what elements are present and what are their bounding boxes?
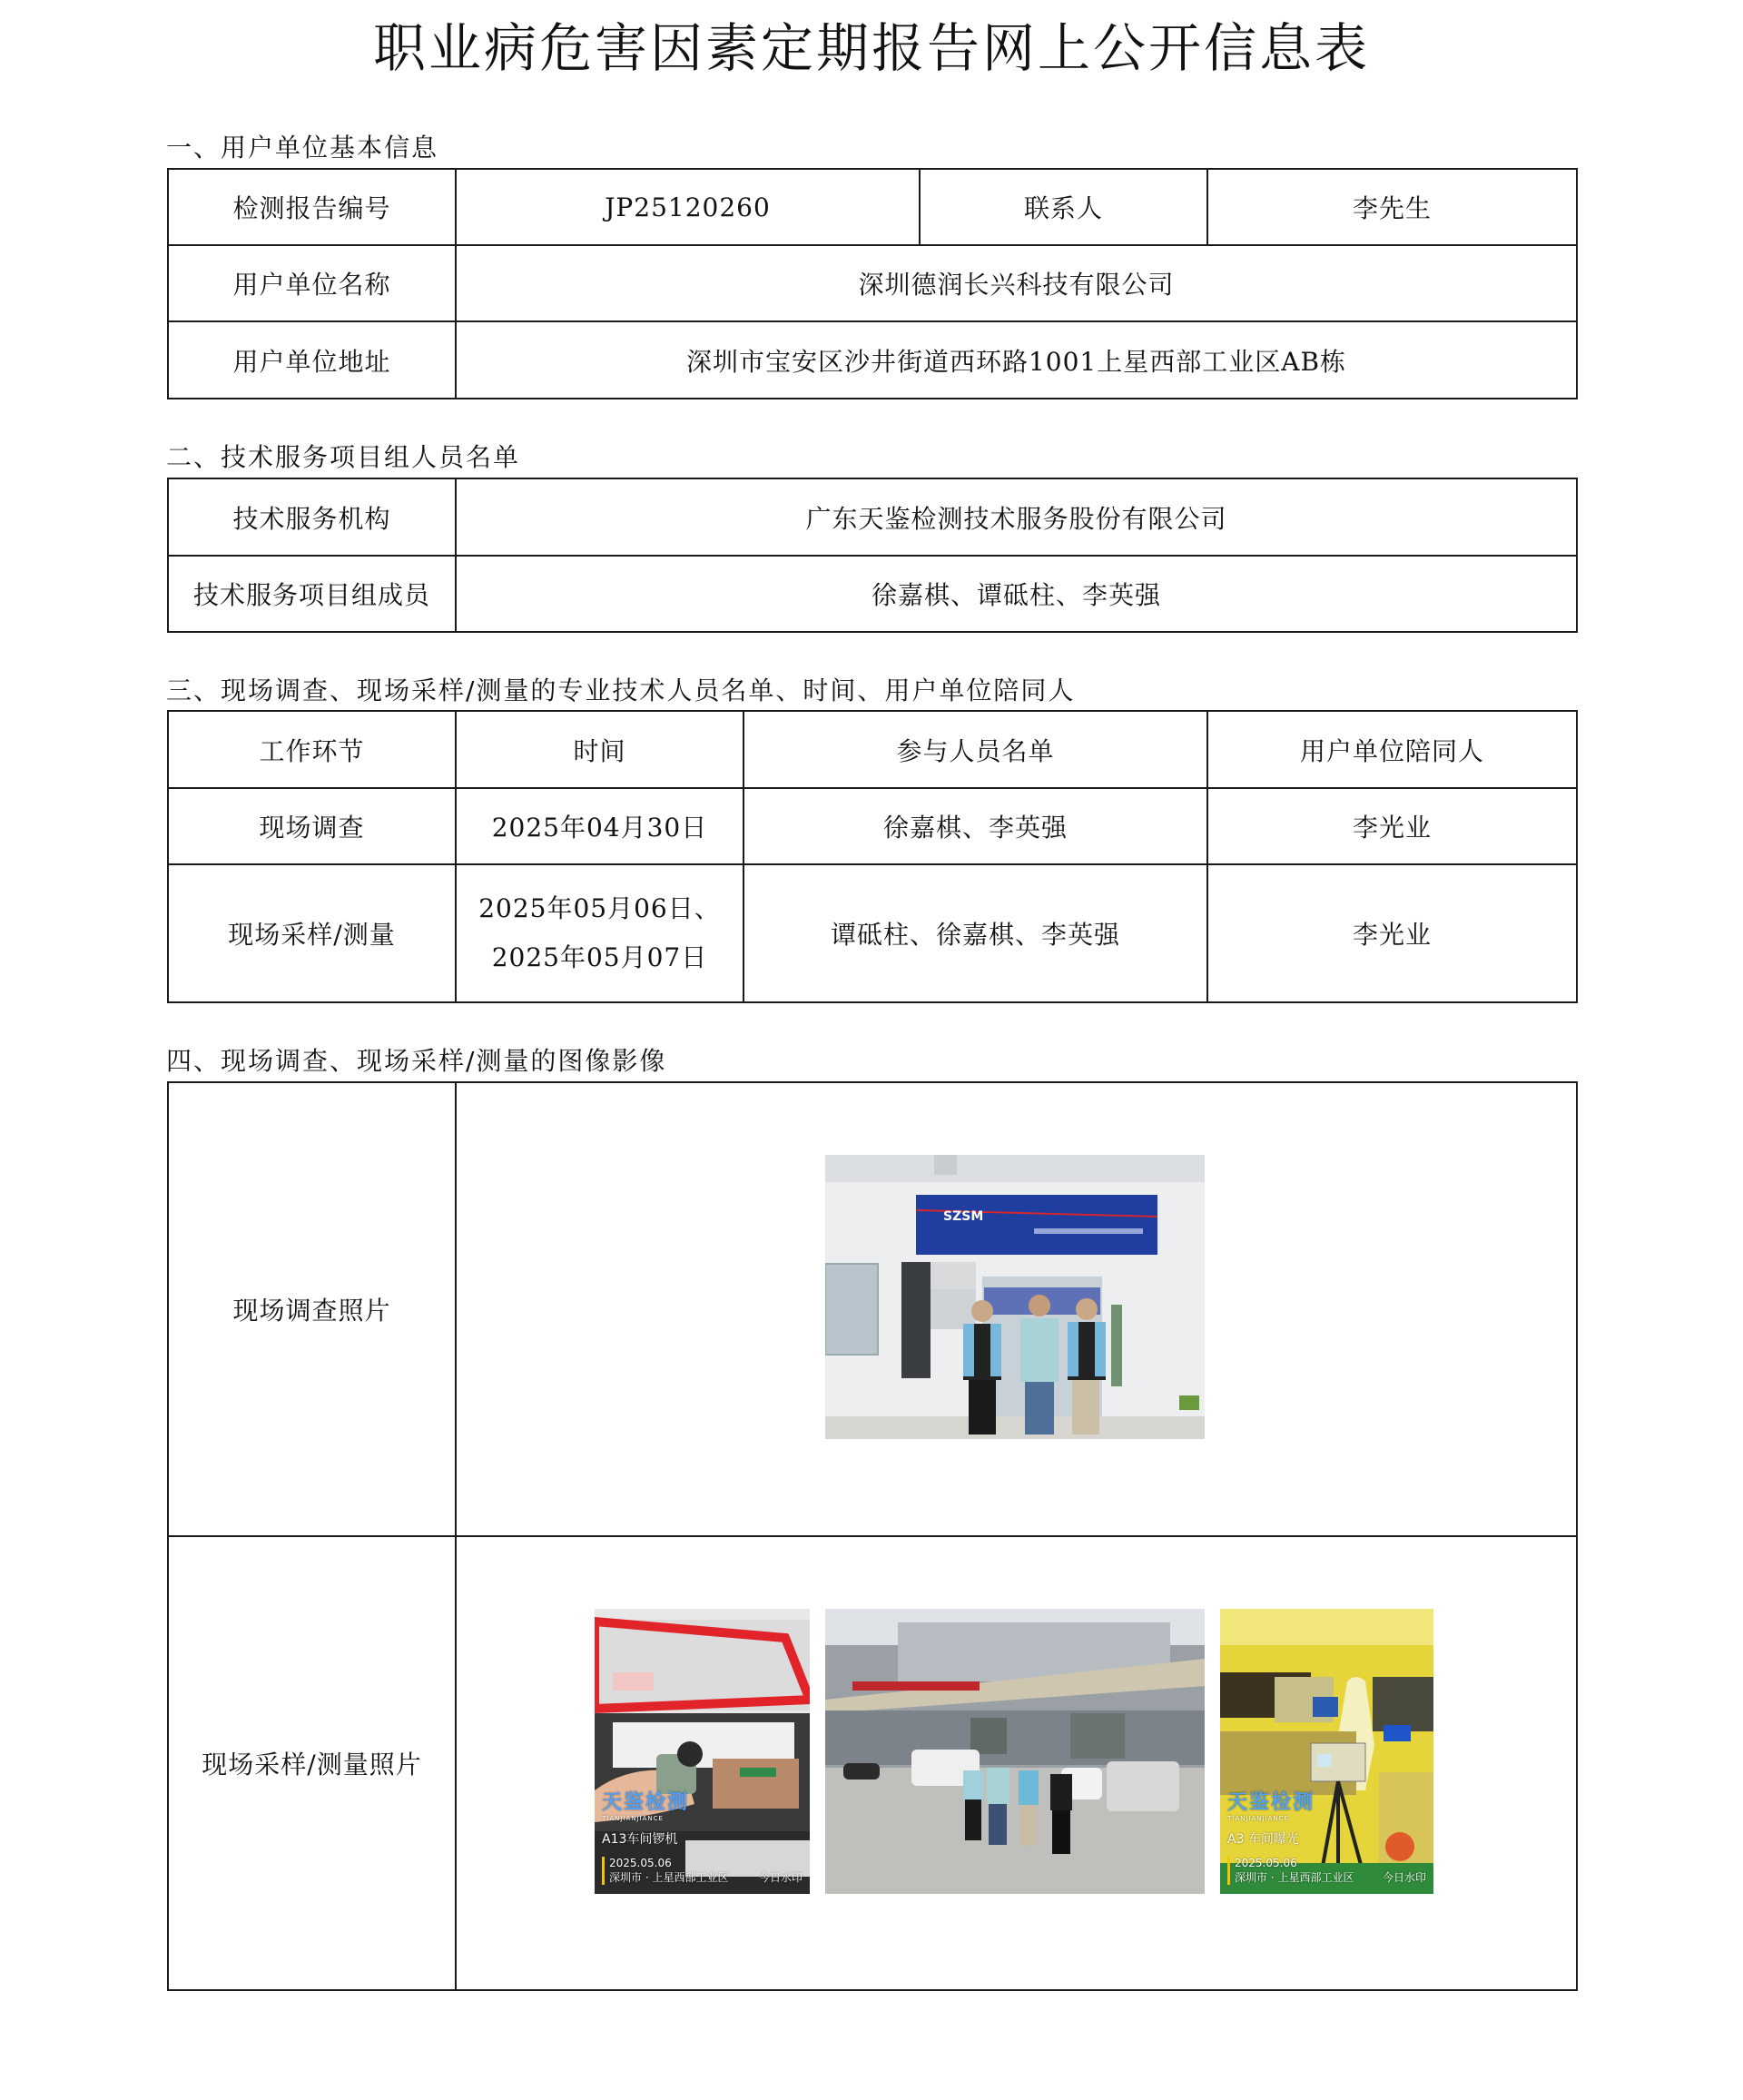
survey-photo-image [825, 1155, 1205, 1439]
members-value: 徐嘉棋、谭砥柱、李英强 [456, 556, 1577, 632]
section2-heading: 二、技术服务项目组人员名单 [166, 442, 521, 472]
photo-watermark [1227, 1787, 1354, 1885]
column-header: 用户单位陪同人 [1207, 711, 1577, 788]
page-title: 职业病危害因素定期报告网上公开信息表 [372, 17, 1370, 79]
members-label: 技术服务项目组成员 [168, 556, 456, 632]
photo-watermark [602, 1787, 728, 1885]
org-label: 技术服务机构 [168, 478, 456, 556]
company-address-label: 用户单位地址 [168, 321, 456, 399]
participants-cell: 徐嘉棋、李英强 [743, 788, 1207, 864]
watermark-location: A13车间锣机 [602, 1832, 678, 1847]
column-header: 工作环节 [168, 711, 456, 788]
watermark-app: 今日水印 [758, 1871, 803, 1884]
stage-cell: 现场调查 [168, 788, 456, 864]
survey-photo-label: 现场调查照片 [168, 1082, 456, 1536]
section4-heading: 四、现场调查、现场采样/测量的图像影像 [166, 1046, 667, 1076]
table-row [168, 478, 1577, 556]
time-cell [456, 864, 743, 1002]
contact-label: 联系人 [920, 169, 1207, 245]
watermark-brand: 天鉴检测 [1227, 1791, 1315, 1814]
company-address-value: 深圳市宝安区沙井街道西环路1001上星西部工业区AB栋 [456, 321, 1577, 399]
watermark-brand: 天鉴检测 [602, 1791, 690, 1814]
time-line: 2025年05月07日 [491, 942, 708, 972]
time-line: 2025年05月06日、 [478, 893, 721, 923]
time-cell [456, 788, 743, 864]
sampling-photo-a13 [595, 1609, 810, 1894]
sampling-photo-outdoor-image [825, 1609, 1205, 1894]
watermark-place: 深圳市 · 上星西部工业区 [602, 1869, 728, 1885]
section3-heading: 三、现场调查、现场采样/测量的专业技术人员名单、时间、用户单位陪同人 [166, 675, 1076, 705]
time-line: 2025年04月30日 [491, 813, 708, 843]
watermark-location: A3 车间曝光 [1227, 1832, 1299, 1847]
company-name-label: 用户单位名称 [168, 245, 456, 321]
table-row [168, 321, 1577, 399]
sampling-photo-a3 [1220, 1609, 1433, 1894]
basic-info-table [167, 168, 1578, 399]
escort-cell: 李光业 [1207, 864, 1577, 1002]
table-row [168, 169, 1577, 245]
field-work-table [167, 710, 1578, 1003]
watermark-app: 今日水印 [1382, 1871, 1426, 1884]
column-header: 参与人员名单 [743, 711, 1207, 788]
report-no-label: 检测报告编号 [168, 169, 456, 245]
participants-cell: 谭砥柱、徐嘉棋、李英强 [743, 864, 1207, 1002]
report-no-value: JP25120260 [456, 169, 920, 245]
survey-photo [825, 1155, 1205, 1439]
svg-text:SZSM: SZSM [943, 1209, 984, 1224]
watermark-place: 深圳市 · 上星西部工业区 [1227, 1869, 1354, 1885]
sampling-photo-label: 现场采样/测量照片 [168, 1536, 456, 1990]
company-name-value: 深圳德润长兴科技有限公司 [456, 245, 1577, 321]
table-row [168, 556, 1577, 632]
section1-heading: 一、用户单位基本信息 [166, 133, 439, 163]
org-value: 广东天鉴检测技术服务股份有限公司 [456, 478, 1577, 556]
watermark-date: 2025.05.06 [1227, 1857, 1354, 1869]
contact-value: 李先生 [1207, 169, 1577, 245]
escort-cell: 李光业 [1207, 788, 1577, 864]
table-header-row [168, 711, 1577, 788]
stage-cell: 现场采样/测量 [168, 864, 456, 1002]
watermark-date: 2025.05.06 [602, 1857, 728, 1869]
table-row [168, 788, 1577, 864]
column-header: 时间 [456, 711, 743, 788]
tech-team-table [167, 478, 1578, 633]
sampling-photo-outdoor [825, 1609, 1205, 1894]
watermark-brand-en: TIANJIANJIANCE [602, 1815, 664, 1822]
table-row [168, 245, 1577, 321]
table-row [168, 864, 1577, 1002]
watermark-brand-en: TIANJIANJIANCE [1227, 1815, 1289, 1822]
